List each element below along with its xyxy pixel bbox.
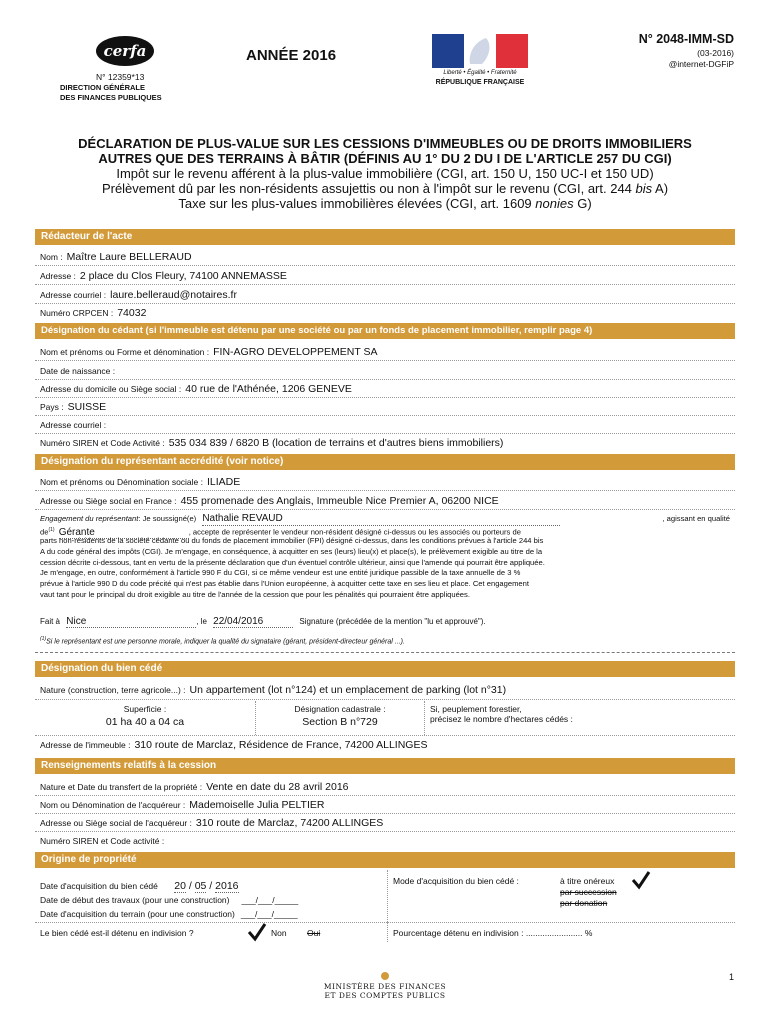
section-redacteur: Rédacteur de l'acte [35, 229, 735, 245]
redacteur-adresse-field[interactable]: 2 place du Clos Fleury, 74100 ANNEMASSE [79, 270, 287, 282]
pourcentage-field[interactable]: ........................ [525, 928, 583, 938]
redacteur-crpcen-row [35, 304, 735, 322]
label: Pays : [40, 402, 64, 412]
title-line3: Impôt sur le revenu afférent à la plus-value immobilière (CGI, art. 150 U, 150 UC-I et 150 UD) [116, 166, 654, 181]
rep-siege-row [35, 492, 735, 510]
section-origine: Origine de propriété [35, 852, 735, 868]
checkmark-icon [631, 870, 651, 890]
redacteur-courriel-field[interactable]: laure.belleraud@notaires.fr [110, 289, 237, 301]
origine-left: Date d'acquisition du bien cédé 20 / 05 / 2016 Date de début des travaux (pour une construction) ___/___/_____ Date d'acquisition du terrain (pour une construction) ___/___/_____ [35, 870, 388, 922]
cession-siren-row [35, 832, 735, 850]
redacteur-nom-field[interactable]: Maître Laure BELLERAUD [66, 251, 192, 263]
fait-row: Fait à Nice , le 22/04/2016 Signature (précédée de la mention "lu et approuvé"). [40, 616, 486, 627]
label: Numéro SIREN et Code activité : [40, 836, 165, 846]
cession-nature-field[interactable]: Vente en date du 28 avril 2016 [206, 781, 349, 793]
label: Nature et Date du transfert de la propriété : [40, 782, 203, 792]
marianne-logo [432, 34, 528, 68]
section-cedant: Désignation du cédant (si l'immeuble est détenu par une société ou par un fonds de placement immobilier, remplir page 4) [35, 323, 735, 339]
ministry-emblem-icon [381, 972, 389, 980]
redacteur-nom-row [35, 248, 735, 266]
cession-nature-row [35, 778, 735, 796]
cedant-siren-field[interactable]: 535 034 839 / 6820 B (location de terrains et d'autres biens immobiliers) [168, 437, 504, 449]
redacteur-adresse-row [35, 267, 735, 285]
label: Numéro SIREN et Code Activité : [40, 438, 165, 448]
flag-icon [432, 34, 528, 68]
direction-line1: DIRECTION GÉNÉRALE [60, 83, 146, 92]
origine-right: Mode d'acquisition du bien cédé : à titre onéreux par succession par donation [393, 876, 733, 886]
republic-name: RÉPUBLIQUE FRANÇAISE [435, 79, 525, 86]
title-line5: Taxe sur les plus-values immobilières élevées (CGI, art. 1609 nonies G) [178, 196, 592, 211]
section-representant: Désignation du représentant accrédité (voir notice) [35, 454, 735, 470]
bien-nature-field[interactable]: Un appartement (lot n°124) et un emplacement de parking (lot n°31) [189, 684, 507, 696]
cession-siege-field[interactable]: 310 route de Marclaz, 74200 ALLINGES [195, 817, 384, 829]
engagement-line1: Engagement du représentant: Je soussigné(e) Nathalie REVAUD , agissant en qualité [40, 513, 730, 524]
footnote: $^{(1)}$Si le représentant est une personne morale, indiquer la qualité du signataire (gérant, président-directeur général ...). [40, 636, 405, 646]
cedant-pays-field[interactable]: SUISSE [67, 401, 107, 413]
label: Numéro CRPCEN : [40, 308, 114, 318]
engagement-label: Engagement du représentant [40, 514, 139, 523]
cerfa-logo: cerfa [96, 36, 154, 66]
cedant-nom-row [35, 343, 735, 361]
bien-adresse-field[interactable]: 310 route de Marclaz, Résidence de France, 74200 ALLINGES [134, 739, 428, 751]
title-line2: AUTRES QUE DES TERRAINS À BÂTIR (DÉFINIS AU 1° DU 2 DU I DE L'ARTICLE 257 DU CGI) [98, 151, 672, 166]
label: Nom et prénoms ou Forme et dénomination : [40, 347, 210, 357]
title-block [20, 136, 750, 211]
cedant-siren-row [35, 434, 735, 452]
rep-nom-field[interactable]: ILIADE [207, 476, 241, 488]
year-title: ANNÉE 2016 [246, 47, 337, 64]
label: Adresse ou Siège social en France : [40, 496, 177, 506]
acq-date-field[interactable]: 20 / 05 / 2016 [174, 880, 239, 892]
cedant-domicile-row [35, 380, 735, 398]
label: Nom ou Dénomination de l'acquéreur : [40, 800, 186, 810]
form-number: N° 2048-IMM-SD [638, 32, 734, 46]
title-line1: DÉCLARATION DE PLUS-VALUE SUR LES CESSIONS D'IMMEUBLES OU DE DROITS IMMOBILIERS [78, 136, 692, 151]
qualite-field[interactable]: Gérante [59, 528, 189, 540]
republic-motto: Liberté • Égalité • Fraternité [443, 70, 517, 76]
engagement-line2: $de^{(1)}$ Gérante , accepte de représenter le vendeur non-résident désigné ci-dessus ou les associés ou porteurs de [40, 526, 521, 538]
bien-details [35, 701, 735, 736]
section-bien: Désignation du bien cédé [35, 661, 735, 677]
terrain-date-field[interactable]: ___/___/_____ [240, 909, 298, 919]
debut-date-field[interactable]: ___/___/_____ [241, 895, 299, 905]
mode-succession-option[interactable]: par succession [560, 887, 617, 897]
cession-acquereur-row [35, 796, 735, 814]
label: Adresse ou Siège social de l'acquéreur : [40, 818, 192, 828]
cession-siege-row [35, 814, 735, 832]
page-number: 1 [728, 972, 734, 982]
label: Adresse courriel : [40, 290, 107, 300]
redacteur-courriel-row [35, 286, 735, 304]
section-cession: Renseignements relatifs à la cession [35, 758, 735, 774]
label: Adresse du domicile ou Siège social : [40, 384, 182, 394]
label: Date de naissance : [40, 366, 116, 376]
label: Adresse de l'immeuble : [40, 740, 131, 750]
label: Nature (construction, terre agricole...) : [40, 685, 186, 695]
fait-field[interactable]: Nice [66, 616, 196, 628]
form-version: (03-2016) [697, 48, 734, 58]
cadastrale-field[interactable]: Section B n°729 [302, 716, 378, 728]
ministry-logo: MINISTÈRE DES FINANCES ET DES COMPTES PUBLICS [300, 972, 470, 1000]
checkmark-icon[interactable] [247, 922, 267, 942]
non-option[interactable]: Non [271, 928, 287, 938]
mode-onereux-option[interactable]: à titre onéreux [560, 876, 615, 886]
redacteur-crpcen-field[interactable]: 74032 [117, 307, 147, 319]
engagement-block: Engagement du représentant: Je soussigné(e) Nathalie REVAUD , agissant en qualité $de^{(1)}$ Gérante , accepte de représenter le vendeur non-résident désigné ci-dessus ou les associés ou porteurs de parts non-résidents de la société cédante ou du fonds de placement immobilier (FPI) désigné ci-dessus, dans les conditions prévues à l'article 244 bis A du code général des impôts (CGI). Je m'engage, en conséquence, à acquitter en ses (leurs) lieu(x) et place(s), le prélèvement exigible au titre de la cession décrite ci-dessous, tant en vertu de la présente déclaration que d'un éventuel contrôle ultérieur, ainsi que l'amende qui pourrait être appliquée. Je m'engage, en outre, conformément à l'article 990 F du CGI, si ce même vendeur est une entité juridique passible de la taxe annuelle de 3 % prévue à l'article 990 D du code précité qui n'est pas établie dans l'Union européenne, à acquitter cette taxe en ses lieu et place. Cet engagement vaut tant pour le principal du droit exigible au titre de l'année de la cession que pour les pénalités qui pourraient être appliquées. [40, 513, 730, 599]
bien-adresse-row [35, 736, 735, 755]
cerfa-number: N° 12359*13 [96, 72, 145, 82]
rep-siege-field[interactable]: 455 promenade des Anglais, Immeuble Nice Premier A, 06200 NICE [180, 495, 499, 507]
form-source: @internet-DGFiP [668, 59, 734, 69]
date-signature-field[interactable]: 22/04/2016 [213, 616, 293, 628]
cedant-naissance-row [35, 362, 735, 380]
cedant-courriel-row [35, 416, 735, 434]
bien-nature-row [35, 681, 735, 700]
label: Adresse : [40, 271, 76, 281]
oui-option[interactable]: Oui [307, 928, 321, 938]
superficie-cell: Superficie : 01 ha 40 a 04 ca [35, 701, 256, 735]
cedant-pays-row [35, 398, 735, 416]
title-line4: Prélèvement dû par les non-résidents assujettis ou non à l'impôt sur le revenu (CGI, art. 244 bis A) [101, 181, 669, 196]
cedant-domicile-field[interactable]: 40 rue de l'Athénée, 1206 GENEVE [185, 383, 352, 395]
label: Nom et prénoms ou Dénomination sociale : [40, 477, 203, 487]
cadastrale-cell: Désignation cadastrale : Section B n°729 [256, 701, 425, 735]
direction-line2: DES FINANCES PUBLIQUES [60, 93, 162, 102]
indivision-row: Le bien cédé est-il détenu en indivision ? Non Oui Pourcentage détenu en indivision : ........................ % [35, 922, 735, 942]
forestier-cell: Si, peuplement forestier, précisez le nombre d'hectares cédés : [430, 704, 573, 724]
separator [35, 652, 735, 653]
label: Adresse courriel : [40, 420, 107, 430]
label: Nom : [40, 252, 63, 262]
superficie-field[interactable]: 01 ha 40 a 04 ca [105, 716, 185, 728]
mode-donation-option[interactable]: par donation [560, 898, 608, 908]
rep-nom-row [35, 473, 735, 491]
soussigne-field[interactable]: Nathalie REVAUD [202, 514, 560, 526]
cedant-nom-field[interactable]: FIN-AGRO DEVELOPPEMENT SA [213, 346, 378, 358]
cession-acquereur-field[interactable]: Mademoiselle Julia PELTIER [189, 799, 325, 811]
origine-box [35, 870, 735, 923]
